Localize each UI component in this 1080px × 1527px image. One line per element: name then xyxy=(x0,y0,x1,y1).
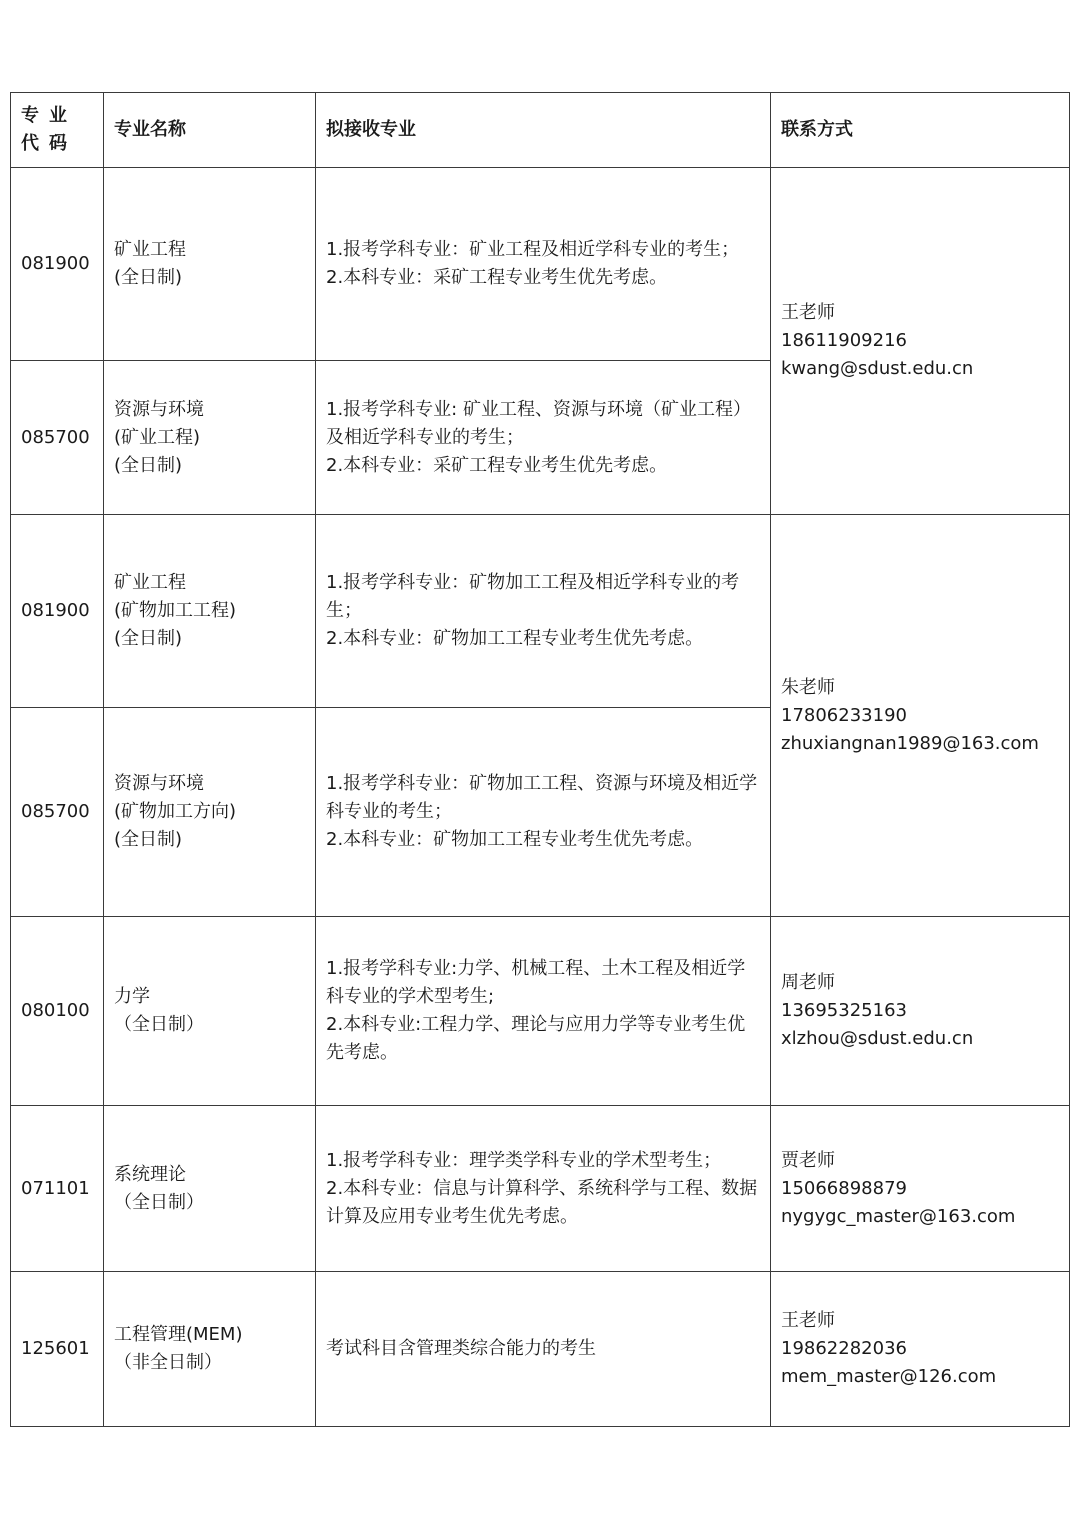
contact-phone: 18611909216 xyxy=(781,330,907,351)
accepted-line: 1.报考学科专业：理学类学科专业的学术型考生； xyxy=(326,1149,722,1171)
major-name-line: 资源与环境 xyxy=(114,773,204,794)
accepted-line: 1.报考学科专业: 矿业工程、资源与环境（矿业工程）及相近学科专业的考生； xyxy=(326,398,751,448)
accepted-line: 2.本科专业：信息与计算科学、系统科学与工程、数据计算及应用专业考生优先考虑。 xyxy=(326,1177,758,1227)
major-name-line: (全日制) xyxy=(114,829,183,850)
table-row xyxy=(11,1272,1070,1427)
accepted-majors xyxy=(316,361,771,515)
major-name-line: (矿物加工工程) xyxy=(114,600,237,621)
accepted-line: 2.本科专业:工程力学、理论与应用力学等专业考生优先考虑。 xyxy=(326,1014,746,1063)
contact-phone: 17806233190 xyxy=(781,704,907,726)
major-name-line: 矿业工程 xyxy=(114,572,186,593)
major-name xyxy=(104,1272,316,1427)
contact-email: mem_master@126.com xyxy=(781,1366,997,1387)
major-name-line: 系统理论 xyxy=(114,1163,186,1185)
table-row xyxy=(11,1106,1070,1272)
accepted-line: 1.报考学科专业：矿业工程及相近学科专业的考生； xyxy=(326,239,740,260)
header-name: 专业名称 xyxy=(104,93,316,168)
accepted-line: 2.本科专业：采矿工程专业考生优先考虑。 xyxy=(326,267,668,288)
contact-phone: 19862282036 xyxy=(781,1338,907,1359)
major-name-line: (全日制) xyxy=(114,267,183,288)
contact-name: 贾老师 xyxy=(781,1149,835,1171)
accepted-majors xyxy=(316,708,771,917)
accepted-line: 2.本科专业：矿物加工工程专业考生优先考虑。 xyxy=(326,628,704,649)
major-code: 080100 xyxy=(11,917,104,1106)
accepted-majors xyxy=(316,1272,771,1427)
table-row xyxy=(11,168,1070,361)
contact-cell xyxy=(771,1106,1070,1272)
contact-email: zhuxiangnan1989@163.com xyxy=(781,732,1039,754)
major-name xyxy=(104,168,316,361)
major-name-line: (全日制) xyxy=(114,628,183,649)
major-code: 081900 xyxy=(11,168,104,361)
accepted-line: 1.报考学科专业:力学、机械工程、土木工程及相近学科专业的学术型考生; xyxy=(326,958,746,1007)
contact-name: 朱老师 xyxy=(781,676,835,698)
contact-cell xyxy=(771,917,1070,1106)
accepted-majors xyxy=(316,515,771,708)
contact-phone: 15066898879 xyxy=(781,1177,907,1199)
major-name-line: （全日制） xyxy=(114,1014,204,1035)
major-name xyxy=(104,515,316,708)
contact-name: 王老师 xyxy=(781,1310,835,1331)
major-code: 085700 xyxy=(11,708,104,917)
accepted-majors xyxy=(316,917,771,1106)
major-name-line: 矿业工程 xyxy=(114,239,186,260)
major-name-line: (矿物加工方向) xyxy=(114,801,237,822)
table-header-row xyxy=(11,93,1070,168)
contact-name: 周老师 xyxy=(781,972,835,993)
accepted-line: 1.报考学科专业：矿物加工工程、资源与环境及相近学科专业的考生； xyxy=(326,773,758,822)
accepted-line: 1.报考学科专业：矿物加工工程及相近学科专业的考生； xyxy=(326,572,740,621)
major-name-line: 资源与环境 xyxy=(114,398,204,420)
accepted-line: 考试科目含管理类综合能力的考生 xyxy=(326,1338,596,1359)
header-accept: 拟接收专业 xyxy=(316,93,771,168)
major-name-line: 力学 xyxy=(114,986,150,1007)
major-name-line: (矿业工程) xyxy=(114,426,201,448)
accepted-majors xyxy=(316,168,771,361)
major-name-line: 工程管理(MEM) xyxy=(114,1324,243,1345)
table-row xyxy=(11,917,1070,1106)
contact-cell xyxy=(771,515,1070,917)
major-name xyxy=(104,361,316,515)
major-code: 081900 xyxy=(11,515,104,708)
header-contact: 联系方式 xyxy=(771,93,1070,168)
accepted-majors xyxy=(316,1106,771,1272)
major-code: 125601 xyxy=(11,1272,104,1427)
contact-cell xyxy=(771,168,1070,515)
contact-phone: 13695325163 xyxy=(781,1000,907,1021)
accepted-line: 2.本科专业：采矿工程专业考生优先考虑。 xyxy=(326,454,668,476)
accepted-line: 2.本科专业：矿物加工工程专业考生优先考虑。 xyxy=(326,829,704,850)
contact-cell xyxy=(771,1272,1070,1427)
major-name-line: （非全日制） xyxy=(114,1352,222,1373)
table-row xyxy=(11,515,1070,708)
contact-name: 王老师 xyxy=(781,302,835,323)
major-name xyxy=(104,917,316,1106)
contact-email: kwang@sdust.edu.cn xyxy=(781,358,974,379)
major-name-line: (全日制) xyxy=(114,454,183,476)
contact-email: xlzhou@sdust.edu.cn xyxy=(781,1028,974,1049)
major-code: 085700 xyxy=(11,361,104,515)
major-name-line: （全日制） xyxy=(114,1191,204,1213)
majors-table xyxy=(10,92,1070,1427)
header-code: 专业代码 xyxy=(11,93,104,168)
major-code: 071101 xyxy=(11,1106,104,1272)
major-name xyxy=(104,708,316,917)
major-name xyxy=(104,1106,316,1272)
contact-email: nygygc_master@163.com xyxy=(781,1205,1016,1227)
